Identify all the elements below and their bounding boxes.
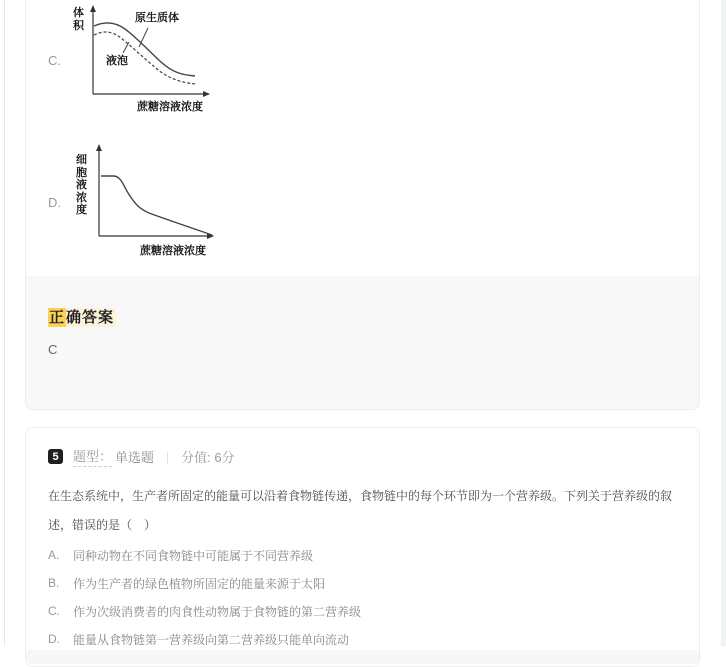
question-score: 分值: 6分 — [181, 450, 235, 465]
option-c-letter: C. — [48, 52, 61, 68]
question-header — [48, 446, 677, 467]
x-axis-label: 蔗糖溶液浓度 — [137, 101, 203, 113]
cell-sap-curve — [101, 176, 212, 235]
correct-answer-value: C — [48, 342, 58, 357]
option-c-letter: C. — [48, 604, 60, 618]
vacuole-pointer-line — [123, 42, 129, 53]
option-a — [48, 545, 677, 565]
question-stem: 在生态系统中，生产者所固定的能量可以沿着食物链传递，食物链中的每个环节即为一个营养级。下列关于营养级的叙述，错误的是（ ） — [48, 489, 673, 532]
meta-divider: | — [166, 449, 170, 464]
y-axis-arrow-icon — [96, 144, 102, 151]
protoplast-curve — [94, 23, 195, 76]
x-axis-arrow-icon — [203, 91, 210, 97]
question-type-label: 题型： — [73, 446, 112, 467]
option-c — [48, 601, 677, 621]
correct-answer-panel — [26, 276, 699, 409]
option-c-row — [26, 0, 699, 120]
option-b — [48, 573, 677, 593]
option-d-letter: D. — [48, 194, 61, 210]
protoplast-curve-label: 原生质体 — [135, 12, 179, 24]
options-list — [48, 545, 677, 649]
question-type-value: 单选题 — [115, 450, 155, 465]
next-answer-panel-edge — [26, 650, 699, 664]
option-c-text: 作为次级消费者的肉食性动物属于食物链的第二营养级 — [73, 604, 362, 619]
y-axis-label: 体积 — [73, 7, 84, 32]
highlighted-char: 正 — [49, 309, 66, 326]
option-d-graph — [61, 139, 226, 265]
option-c-graph — [61, 1, 221, 119]
protoplast-pointer-line — [139, 28, 148, 47]
question-number-badge: 5 — [48, 449, 63, 464]
option-b-letter: B. — [48, 576, 60, 590]
y-axis-label: 细胞液浓度 — [76, 154, 87, 216]
y-axis-arrow-icon — [90, 5, 96, 12]
scrollbar-track[interactable] — [721, 0, 726, 646]
option-d-row — [26, 138, 699, 266]
question-5-card — [25, 427, 700, 667]
option-a-letter: A. — [48, 548, 60, 562]
option-d — [48, 629, 677, 649]
left-divider — [4, 0, 5, 646]
correct-answer-heading — [48, 306, 677, 327]
option-d-text: 能量从食物链第一营养级向第二营养级只能单向流动 — [73, 632, 350, 647]
option-d-letter: D. — [48, 632, 60, 646]
option-a-text: 同种动物在不同食物链中可能属于不同营养级 — [73, 548, 314, 563]
option-b-text: 作为生产者的绿色植物所固定的能量来源于太阳 — [73, 576, 326, 591]
question-4-card — [25, 0, 700, 410]
heading-rest: 确答案 — [66, 309, 115, 326]
x-axis-label: 蔗糖溶液浓度 — [140, 245, 206, 257]
vacuole-curve-label: 液泡 — [106, 55, 128, 67]
